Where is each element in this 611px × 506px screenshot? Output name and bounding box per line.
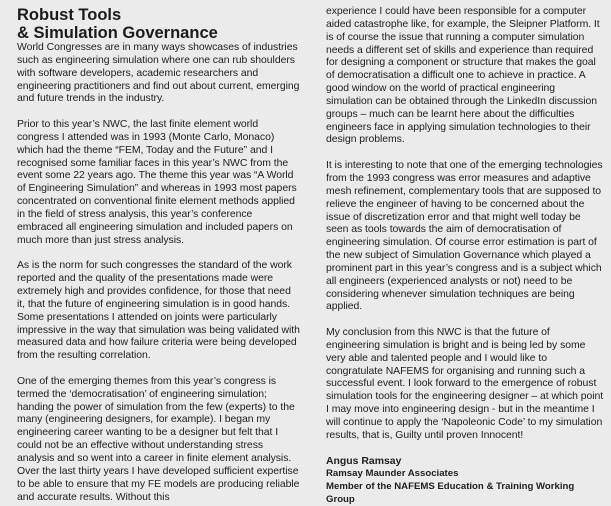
title-line-2: & Simulation Governance bbox=[17, 24, 218, 42]
title-line-1: Robust Tools bbox=[17, 6, 122, 24]
paragraph-intro: World Congresses are in many ways showcases of industries such as engineering simulation where one can rub shoulders with software developers, academic researchers and engineering practitioners and find out about current, emerging and future trends in the industry. bbox=[17, 42, 300, 105]
article-title bbox=[17, 6, 300, 42]
right-column bbox=[326, 6, 604, 506]
paragraph-prior-congress: Prior to this year’s NWC, the last finite element world congress I attended was in 1993 (Monte Carlo, Monaco) which had the theme “FEM, Today and the Future” and I recognised some familiar faces in this year’s NWC from the event some 22 years ago. The theme this year was “A World of Engineering Simulation” and whereas in 1993 most papers concentrated on conventional finite element methods applied in the field of stress analysis, this year’s conference embraced all engineering simulation and included papers on much more than just stress analysis. bbox=[17, 119, 297, 246]
paragraph-democratisation: One of the emerging themes from this year’s congress is termed the ‘democratisation’ of engineering simulation; handing the power of simulation from the few (experts) to the many (engineering designers, for example). I began my engineering career wanting to be a designer but felt that I could not be an effective without understanding stress analysis and so went into a career in finite element analysis. Over the last thirty years I have developed sufficient expertise to be able to ensure that my FE models are producing reliable and accurate results. Without this bbox=[17, 375, 300, 503]
author-signature bbox=[326, 456, 604, 506]
author-name: Angus Ramsay bbox=[326, 455, 402, 467]
paragraph-conclusion: My conclusion from this NWC is that the future of engineering simulation is bright and is being led by some very able and talented people and I would like to congratulate NAFEMS for organising and running such a successful event. I look forward to the emergence of robust simulation tools for the engineering designer – at which point I may move into engineering design - but in the meantime I will continue to apply the ‘Napoleonic Code’ to my simulation results, that is, Guilty until proven Innocent! bbox=[326, 327, 604, 441]
paragraph-experience: experience I could have been responsible for a computer aided catastrophe like, for example, the Sleipner Platform. It is of course the issue that running a computer simulation needs a different set of skills and experience than required for designing a component or structure that makes the goal of democratisation a difficult one to achieve in practice. A good window on the world of practical engineering simulation can be obtained through the LinkedIn discussion groups – much can be learnt here about the difficulties engineers face in applying simulation technologies to their design problems. bbox=[326, 6, 600, 146]
paragraph-standard: As is the norm for such congresses the standard of the work reported and the quality of the presentations made were extremely high and provides confidence, for those that need it, that the future of engineering simulation is in good hands. Some presentations I attended on joints were particularly impressive in the way that simulation was being validated with measured data and how failure criteria were being developed from the resulting correlation. bbox=[17, 260, 300, 362]
paragraph-error-measures: It is interesting to note that one of the emerging technologies from the 1993 congress was error measures and adaptive mesh refinement, complementary tools that are supposed to relieve the engineer of having to be concerned about the issue of discretization error and that might well today be seen as tools towards the aim of democratisation of engineering simulation. Of course error estimation is part of the new subject of Simulation Governance which played a prominent part in this year’s congress and is a subject which all engineers (experienced analysts or not) need to be considering whenever simulation techniques are being applied. bbox=[326, 160, 603, 313]
left-column bbox=[17, 6, 300, 504]
author-role: Member of the NAFEMS Education & Training Working Group bbox=[326, 480, 575, 505]
author-company: Ramsay Maunder Associates bbox=[326, 468, 459, 480]
